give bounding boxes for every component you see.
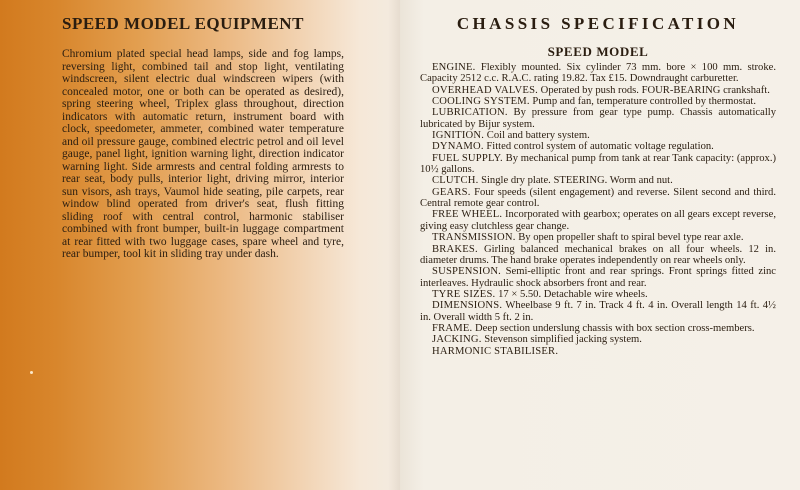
spec-tyre-sizes	[420, 289, 776, 300]
chassis-spec-title: CHASSIS SPECIFICATION	[456, 14, 740, 33]
spec-text: Operated by push rods. FOUR-BEARING crankshaft.	[540, 84, 770, 96]
spec-label: LUBRICATION.	[432, 107, 508, 119]
spec-list	[420, 62, 776, 357]
spec-text: Pump and fan, temperature controlled by thermostat.	[532, 96, 757, 108]
spec-text: Incorporated with gearbox; operates on all gears except reverse, giving easy clutchless gear change.	[420, 209, 776, 232]
spec-harmonic-stabiliser	[420, 346, 776, 357]
spec-jacking	[420, 334, 776, 345]
spec-text: Girling balanced mechanical brakes on all four wheels. 12 in. diameter drums. The hand brake operates independently on rear wheels only.	[420, 243, 776, 266]
spec-label: JACKING.	[432, 334, 482, 346]
spec-label: DIMENSIONS.	[432, 300, 503, 312]
spec-clutch	[420, 175, 776, 186]
spec-text: Semi-elliptic front and rear springs. Front springs fitted zinc interleaves. Hydraulic shock absorbers front and rear.	[420, 266, 777, 289]
spec-fuel-supply	[420, 153, 776, 176]
spec-label: IGNITION.	[432, 130, 485, 142]
spec-text: Stevenson simplified jacking system.	[484, 334, 642, 346]
spec-text: 17 × 5.50. Detachable wire wheels.	[498, 288, 648, 300]
spec-cooling-system	[420, 96, 776, 107]
spec-text: Four speeds (silent engagement) and reverse. Silent second and third. Central remote gear control.	[420, 186, 776, 210]
equipment-text: Chromium plated special head lamps, side and fog lamps, reversing light, combined tail and stop light, ventilating windscreen, silent electric dual windscreen wipers (with concealed motor, one or both can be operated as desired), spring steering wheel, Triplex glass throughout, direction indicators with automatic return, instrument board with clock, speedometer, ammeter, combined water temperature and oil pressure gauge, combined electric petrol and oil level gauge, panel light, ignition warning light, direction indicator warning light. Side armrests and central folding armrests to rear seat, body pulls, interior light, driving mirror, interior sun visors, ash trays, Vaumol hide seating, pile carpets, rear window blind operated from driver's seat, flush fitting sliding roof with central control, harmonic stabiliser combined with front bumper, built-in luggage compartment at rear fitted with two luggage cases, spare wheel and tyre, rear bumper, tool kit in sliding tray under dash.	[62, 48, 344, 260]
spec-suspension	[420, 266, 776, 289]
spec-label: TYRE SIZES.	[432, 288, 496, 300]
spec-transmission	[420, 232, 776, 243]
spec-label: FRAME.	[432, 322, 473, 334]
spec-overhead-valves	[420, 85, 776, 96]
spec-label: COOLING SYSTEM.	[432, 96, 530, 108]
equipment-title: SPEED MODEL EQUIPMENT	[62, 14, 304, 33]
spec-gears	[420, 187, 776, 210]
spec-text: Wheelbase 9 ft. 7 in. Track 4 ft. 4 in. Overall length 14 ft. 4½ in. Overall width 5 ft. 2 in.	[420, 300, 776, 323]
spec-label: OVERHEAD VALVES.	[432, 84, 539, 96]
spec-lubrication	[420, 107, 776, 130]
spec-ignition	[420, 130, 776, 141]
spec-label: FREE WHEEL.	[432, 209, 503, 221]
spec-text: Coil and battery system.	[486, 130, 590, 142]
spec-label: FUEL SUPPLY.	[432, 152, 503, 164]
right-page	[400, 0, 800, 490]
spec-free-wheel	[420, 209, 776, 232]
speed-model-subtitle: SPEED MODEL	[547, 44, 649, 59]
spec-text: Fitted control system of automatic voltage regulation.	[486, 141, 714, 153]
spec-label: HARMONIC STABILISER.	[432, 345, 559, 357]
spec-text: Deep section underslung chassis with box section cross-members.	[475, 322, 755, 334]
spec-brakes	[420, 244, 776, 267]
spec-engine	[420, 62, 776, 85]
spec-label: GEARS.	[432, 186, 471, 198]
spec-text: By mechanical pump from tank at rear Tank capacity: (approx.) 10½ gallons.	[420, 152, 777, 176]
spec-label: DYNAMO.	[432, 141, 484, 153]
spec-text: By open propeller shaft to spiral bevel type rear axle.	[518, 232, 744, 244]
spec-text: By pressure from gear type pump. Chassis automatically lubricated by Bijur system.	[420, 107, 776, 130]
spec-dimensions	[420, 300, 776, 323]
page-speck	[30, 371, 33, 374]
spec-label: SUSPENSION.	[432, 266, 502, 278]
spec-text: Flexibly mounted. Six cylinder 73 mm. bore × 100 mm. stroke. Capacity 2512 c.c. R.A.C. rating 19.82. Tax £15. Downdraught carburetter.	[420, 62, 776, 85]
spec-label: CLUTCH.	[432, 175, 479, 187]
spec-label: TRANSMISSION.	[432, 232, 516, 244]
spec-dynamo	[420, 141, 776, 152]
spec-frame	[420, 323, 776, 334]
spec-text: Single dry plate. STEERING. Worm and nut.	[481, 175, 673, 187]
spec-label: ENGINE.	[432, 62, 476, 73]
spec-label: BRAKES.	[432, 243, 478, 255]
